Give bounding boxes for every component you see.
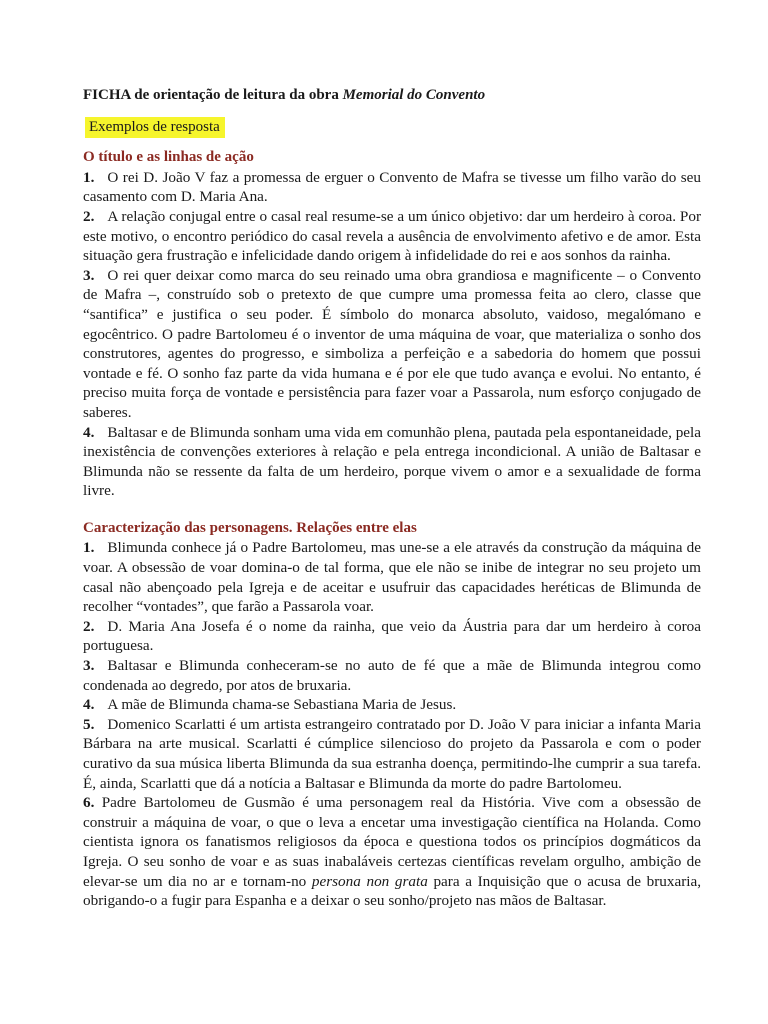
item-number: 4.	[83, 423, 95, 441]
list-item	[83, 266, 701, 423]
item-number: 3.	[83, 266, 95, 284]
item-number: 6.	[83, 794, 95, 812]
list-item	[83, 715, 701, 793]
item-number: 3.	[83, 657, 95, 675]
item-text: O rei quer deixar como marca do seu reinado uma obra grandiosa e magnificente – o Convento de Mafra –, construído sob o pretexto de que cumpre uma promessa feita ao clero, classe que “santifica” e justifica o seu poder. É símbolo do monarca absoluto, vaidoso, megalómano e egocêntrico. O padre Bartolomeu é o inventor de uma máquina de voar, que materializa o sonho dos construtores, agentes do progresso, e simboliza a perfeição e a sabedoria do homem que possui vontade e fé. O sonho faz parte da vida humana e é por ele que tudo avança e evolui. No entanto, é preciso muita força de vontade e persistência para fazer voar a Passarola, num esforço conjugado de saberes.	[83, 266, 701, 421]
list-item	[83, 656, 701, 695]
document-title	[83, 86, 701, 106]
item-text: Domenico Scarlatti é um artista estrangeiro contratado por D. João V para iniciar a infanta Maria Bárbara na arte musical. Scarlatti é cúmplice silencioso do projeto da Passarola e com o poder curativo da sua música liberta Blimunda da sua estranha doença, permitindo-lhe cumprir a sua tarefa. É, ainda, Scarlatti que dá a notícia a Baltasar e Blimunda da morte do padre Bartolomeu.	[83, 715, 701, 792]
list-item	[83, 617, 701, 656]
item-number: 5.	[83, 715, 95, 733]
section-heading-titulo: O título e as linhas de ação	[83, 149, 254, 166]
item-number: 2.	[83, 617, 95, 635]
item-text: Blimunda conhece já o Padre Bartolomeu, mas une-se a ele através da construção da máquina de voar. A obsessão de voar domina-o de tal forma, que ele não se inibe de integrar no seu projeto um casal não abençoado pela Igreja e de aceitar e usufruir das capacidades heréticas de Blimunda de recolher “vontades”, que farão a Passarola voar.	[83, 539, 701, 616]
item-text: Padre Bartolomeu de Gusmão é uma personagem real da História. Vive com a obsessão de construir a máquina de voar, o que o leva a encetar uma investigação científica na Holanda. Como cientista ignora os fanatismos religiosos da época e questiona todos os princípios dogmáticos da Igreja. O seu sonho de voar e as suas inabaláveis certezas científicas revelam orgulho, ambição de elevar-se um dia no ar e tornam-no	[83, 794, 702, 890]
item-text: O rei D. João V faz a promessa de erguer o Convento de Mafra se tivesse um filho varão do seu casamento com D. Maria Ana.	[83, 168, 701, 206]
item-text-italic: persona non grata	[311, 872, 428, 890]
list-item	[83, 168, 701, 207]
title-prefix: FICHA de orientação de leitura da obra	[83, 87, 339, 103]
list-item	[83, 207, 701, 266]
item-text: Baltasar e Blimunda conheceram-se no auto de fé que a mãe de Blimunda integrou como condenada ao degredo, por atos de bruxaria.	[83, 657, 701, 694]
item-number: 1.	[83, 539, 95, 557]
highlight-row	[85, 117, 701, 139]
highlighted-label: Exemplos de resposta	[85, 117, 225, 139]
item-text: para a Inquisição que o acusa de bruxaria, obrigando-o a fugir para Espanha e a deixar o seu sonho/projeto nas mãos de Baltasar.	[83, 872, 702, 910]
list-item	[83, 538, 701, 616]
list-item	[83, 423, 701, 501]
document-content	[83, 86, 701, 911]
item-text: Baltasar e de Blimunda sonham uma vida em comunhão plena, pautada pela espontaneidade, pela inexistência de convenções exteriores à relação e pela entrega incondicional. A união de Baltasar e Blimunda não se ressente da falta de um herdeiro, porque vivem o amor e a sexualidade de forma livre.	[83, 423, 701, 500]
item-number: 4.	[83, 696, 95, 714]
section-heading-personagens: Caracterização das personagens. Relações entre elas	[83, 519, 417, 536]
item-text: A relação conjugal entre o casal real resume-se a um único objetivo: dar um herdeiro à coroa. Por este motivo, o encontro periódico do casal revela a ausência de envolvimento afetivo e de amor. Esta situação gera frustração e infelicidade dando origem à infidelidade do rei e aos sonhos da rainha.	[83, 207, 701, 265]
item-text: D. Maria Ana Josefa é o nome da rainha, que veio da Áustria para dar um herdeiro à coroa portuguesa.	[83, 617, 701, 655]
list-item	[83, 793, 701, 911]
item-number: 2.	[83, 207, 95, 225]
title-work: Memorial do Convento	[342, 87, 486, 103]
list-item	[83, 695, 701, 715]
item-number: 1.	[83, 168, 95, 186]
item-text: A mãe de Blimunda chama-se Sebastiana Maria de Jesus.	[107, 696, 457, 714]
